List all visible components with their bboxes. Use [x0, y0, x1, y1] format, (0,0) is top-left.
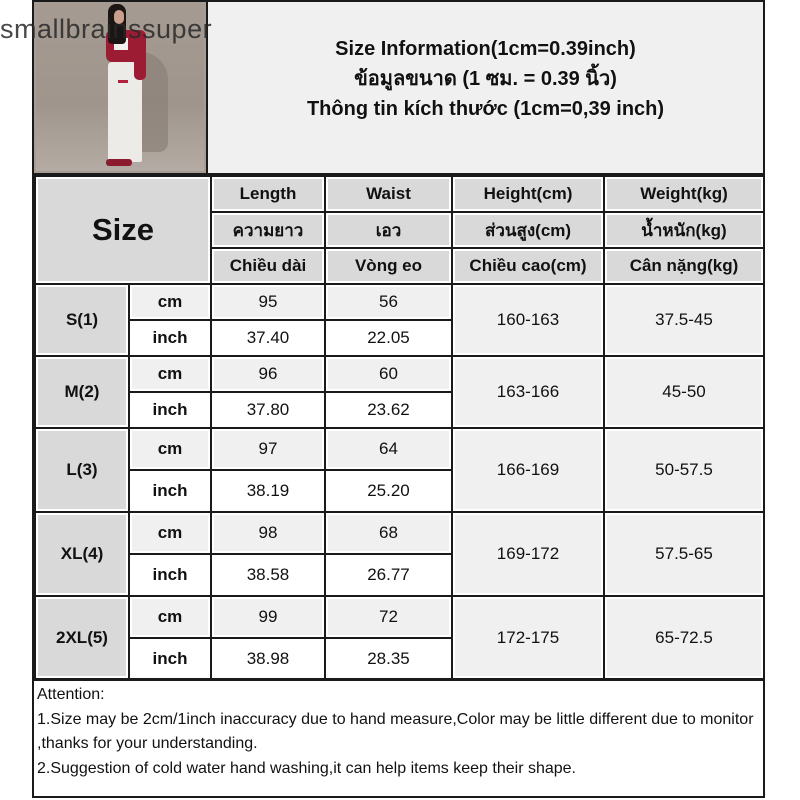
col-length-th: ความยาว	[211, 212, 325, 248]
unit-inch: inch	[129, 392, 211, 428]
size-label: S(1)	[35, 284, 129, 356]
size-information-header	[208, 2, 763, 175]
unit-inch: inch	[129, 554, 211, 596]
size-header: Size	[35, 176, 211, 284]
watermark: smallbrainssuper	[0, 14, 213, 44]
size-label: XL(4)	[35, 512, 129, 596]
height-range: 163-166	[452, 356, 604, 428]
weight-range: 45-50	[604, 356, 764, 428]
length-inch: 38.98	[211, 638, 325, 679]
col-waist-vi: Vòng eo	[325, 248, 452, 284]
unit-inch: inch	[129, 320, 211, 356]
table-row	[35, 596, 764, 638]
length-inch: 37.40	[211, 320, 325, 356]
height-range: 160-163	[452, 284, 604, 356]
unit-cm: cm	[129, 284, 211, 320]
info-title-th: ข้อมูลขนาด (1 ซม. = 0.39 นิ้ว)	[354, 67, 617, 90]
unit-cm: cm	[129, 356, 211, 392]
col-height-vi: Chiều cao(cm)	[452, 248, 604, 284]
waist-inch: 22.05	[325, 320, 452, 356]
length-cm: 97	[211, 428, 325, 470]
length-cm: 96	[211, 356, 325, 392]
weight-range: 37.5-45	[604, 284, 764, 356]
weight-range: 57.5-65	[604, 512, 764, 596]
model-sleeve	[134, 36, 146, 80]
length-cm: 98	[211, 512, 325, 554]
height-range: 169-172	[452, 512, 604, 596]
header-row-en	[35, 176, 764, 212]
attention-notes	[34, 679, 763, 796]
attention-note-2: 2.Suggestion of cold water hand washing,it can help items keep their shape.	[37, 759, 576, 777]
table-row	[35, 356, 764, 392]
length-inch: 37.80	[211, 392, 325, 428]
info-title-en: Size Information(1cm=0.39inch)	[335, 37, 636, 60]
col-waist-en: Waist	[325, 176, 452, 212]
size-label: 2XL(5)	[35, 596, 129, 679]
model-face	[114, 10, 124, 24]
col-length-en: Length	[211, 176, 325, 212]
waist-cm: 60	[325, 356, 452, 392]
length-cm: 99	[211, 596, 325, 638]
attention-title: Attention:	[37, 686, 105, 703]
col-height-th: ส่วนสูง(cm)	[452, 212, 604, 248]
waist-inch: 28.35	[325, 638, 452, 679]
weight-range: 65-72.5	[604, 596, 764, 679]
table-row	[35, 512, 764, 554]
waist-inch: 25.20	[325, 470, 452, 512]
unit-cm: cm	[129, 596, 211, 638]
length-inch: 38.19	[211, 470, 325, 512]
height-range: 166-169	[452, 428, 604, 512]
waist-cm: 64	[325, 428, 452, 470]
unit-cm: cm	[129, 512, 211, 554]
size-label: M(2)	[35, 356, 129, 428]
model-shoe	[106, 159, 132, 166]
col-weight-th: น้ำหนัก(kg)	[604, 212, 764, 248]
col-weight-en: Weight(kg)	[604, 176, 764, 212]
height-range: 172-175	[452, 596, 604, 679]
length-cm: 95	[211, 284, 325, 320]
col-weight-vi: Cân nặng(kg)	[604, 248, 764, 284]
table-row	[35, 284, 764, 320]
waist-inch: 23.62	[325, 392, 452, 428]
product-photo	[34, 2, 208, 175]
unit-inch: inch	[129, 470, 211, 512]
waist-cm: 68	[325, 512, 452, 554]
col-waist-th: เอว	[325, 212, 452, 248]
unit-inch: inch	[129, 638, 211, 679]
size-table	[34, 175, 765, 680]
waist-inch: 26.77	[325, 554, 452, 596]
info-title-vi: Thông tin kích thước (1cm=0,39 inch)	[306, 97, 665, 120]
waist-cm: 56	[325, 284, 452, 320]
unit-cm: cm	[129, 428, 211, 470]
attention-note-1: 1.Size may be 2cm/1inch inaccuracy due to hand measure,Color may be little different due to monitor ,thanks for your understanding.	[37, 710, 754, 752]
col-height-en: Height(cm)	[452, 176, 604, 212]
length-inch: 38.58	[211, 554, 325, 596]
waist-cm: 72	[325, 596, 452, 638]
size-chart	[32, 0, 765, 798]
table-row	[35, 428, 764, 470]
size-label: L(3)	[35, 428, 129, 512]
pants-logo	[118, 80, 128, 83]
weight-range: 50-57.5	[604, 428, 764, 512]
col-length-vi: Chiều dài	[211, 248, 325, 284]
